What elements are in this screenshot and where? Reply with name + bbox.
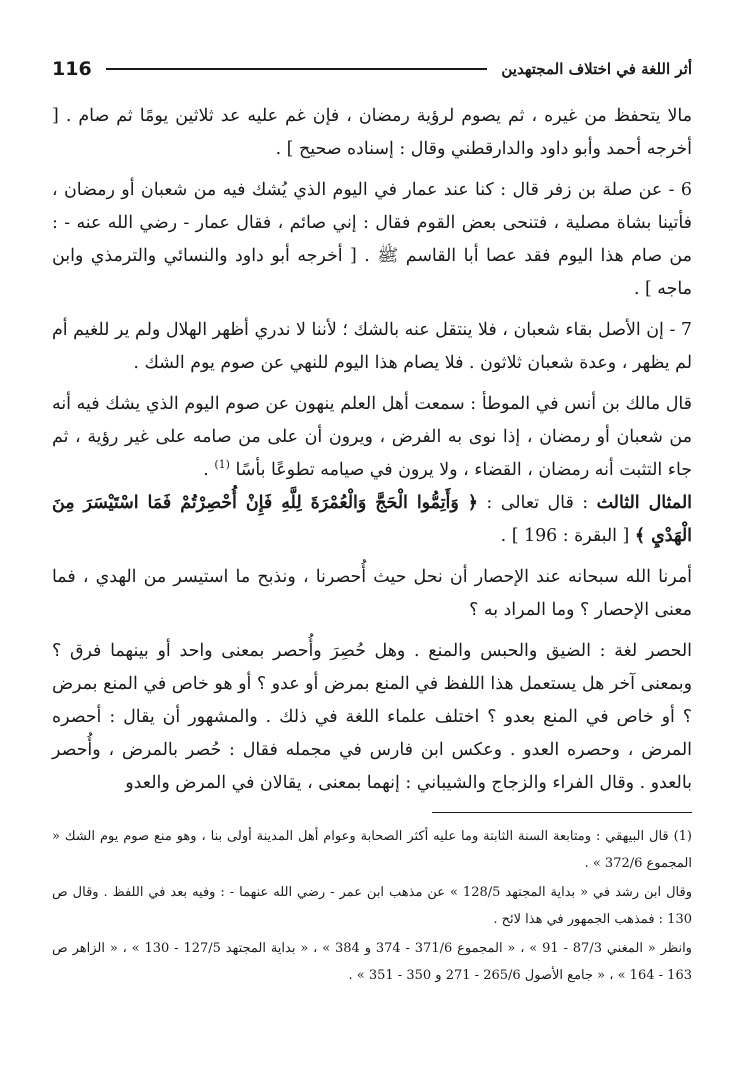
paragraph-7: الحصر لغة : الضيق والحبس والمنع . وهل حُصِرَ وأُحصر بمعنى واحد أو بينهما فرق ؟ وبمعنى آخر هل يستعمل هذا اللفظ في المنع بمرض أو عدو ؟ أو هو خاص في المنع بمرض ؟ أو خاص في المنع بعدو ؟ اختلف علماء اللغة في ذلك . والمشهور أن يقال : أحصره المرض ، وحصره العدو . وعكس ابن فارس في مجمله فقال : حُصر بالمرض ، وأُحصر بالعدو . وقال الفراء والزجاج والشيباني : إنهما بمعنى ، يقالان في المرض والعدو xyxy=(52,641,692,793)
footnote-marker: (1) xyxy=(214,458,230,472)
quran-verse: ﴿ وَأَتِمُّوا الْحَجَّ وَالْعُمْرَةَ لِلَّهِ فَإِنْ أُحْصِرْتُمْ فَمَا اسْتَيْسَرَ مِنَ الْهَدْيِ ﴾ xyxy=(52,493,692,546)
header-rule xyxy=(106,68,488,70)
paragraph-2: 6 - عن صلة بن زفر قال : كنا عند عمار في اليوم الذي يُشك فيه من شعبان أو رمضان ، فأتينا بشاة مصلية ، فتنحى بعض القوم فقال : إني صائم ، فقال عمار - رضي الله عنه - : من صام هذا اليوم فقد عصا أبا القاسم ﷺ . [ أخرجه أبو داود والنسائي والترمذي وابن ماجه ] . xyxy=(52,180,692,299)
footnote-3: وانظر « المغني 87/3 - 91 » ، « المجموع 371/6 - 374 و 384 » ، « بداية المجتهد 127/5 - 130 » ، « الزاهر ص 163 - 164 » ، « جامع الأصول 265/6 - 271 و 350 - 351 » . xyxy=(52,941,692,983)
paragraph-4-text: قال مالك بن أنس في الموطأ : سمعت أهل العلم ينهون عن صوم اليوم الذي يشك فيه أنه من شعبان أو رمضان ، إذا نوى به الفرض ، ويرون أن على من صامه على غير رؤية ، ثم جاء التثبت أنه رمضان ، القضاء ، ولا يرون في صيامه تطوعًا بأسًا xyxy=(52,394,692,480)
page-number: 116 xyxy=(52,58,92,80)
example-intro: : قال تعالى : xyxy=(477,493,597,513)
paragraph-6: أمرنا الله سبحانه عند الإحصار أن نحل حيث أُحصرنا ، ونذبح ما استيسر من الهدي ، فما معنى الإحصار ؟ وما المراد به ؟ xyxy=(52,567,692,620)
paragraph-3: 7 - إن الأصل بقاء شعبان ، فلا ينتقل عنه بالشك ؛ لأننا لا ندري أظهر الهلال ولم ير للغيم أم لم يظهر ، وعدة شعبان ثلاثون . فلا يصام هذا اليوم للنهي عن صوم يوم الشك . xyxy=(52,320,692,373)
footnote-1: (1) قال البيهقي : ومتابعة السنة الثابتة وما عليه أكثر الصحابة وعوام أهل المدينة أولى بنا ، وهو منع صوم يوم الشك « المجموع 372/6 » . xyxy=(52,829,692,871)
main-text xyxy=(52,100,692,800)
book-page xyxy=(52,52,692,1071)
verse-reference: [ البقرة : 196 ] . xyxy=(500,526,635,546)
footnote-rule xyxy=(432,812,692,813)
example-label: المثال الثالث xyxy=(596,493,692,513)
paragraph-5 xyxy=(52,487,692,553)
paragraph-4-end: . xyxy=(203,460,215,480)
footnote-2: وقال ابن رشد في « بداية المجتهد 128/5 » عن مذهب ابن عمر - رضي الله عنهما - : وفيه بعد في اللفظ . وقال ص 130 : فمذهب الجمهور في هذا لائح . xyxy=(52,885,693,927)
paragraph-1: مالا يتحفظ من غيره ، ثم يصوم لرؤية رمضان ، فإن غم عليه عد ثلاثين يومًا ثم صام . [ أخرجه أحمد وأبو داود والدارقطني وقال : إسناده صحيح ] . xyxy=(52,106,692,159)
paragraph-4 xyxy=(52,388,692,487)
running-title: أثر اللغة في اختلاف المجتهدين xyxy=(501,60,692,78)
page-header xyxy=(52,52,692,86)
footnotes xyxy=(52,823,692,989)
